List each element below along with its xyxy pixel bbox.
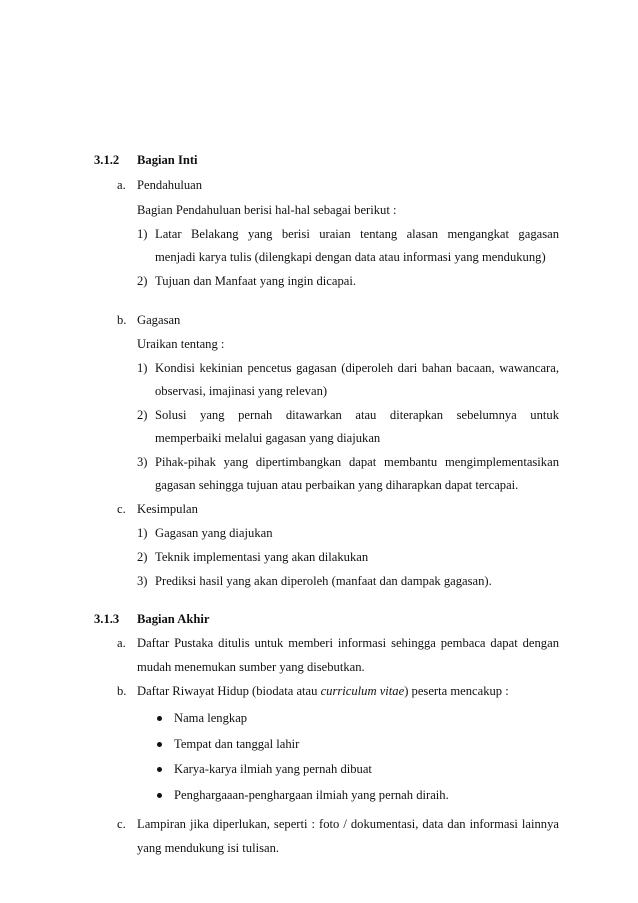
riwayat-hidup-italic: curriculum vitae	[320, 684, 405, 698]
list-item-text: Gagasan yang diajukan	[155, 526, 273, 540]
riwayat-hidup-text	[137, 683, 509, 699]
subheading-gagasan: Gagasan	[137, 313, 181, 327]
subheading-pendahuluan: Pendahuluan	[137, 178, 203, 192]
list-number: 1)	[137, 361, 148, 375]
list-item-text: Latar Belakang yang berisi uraian tentang alasan mengangkat gagasan	[155, 227, 559, 241]
riwayat-hidup-text-part: ) peserta mencakup :	[404, 684, 509, 698]
list-item-text-continued: observasi, imajinasi yang relevan)	[155, 384, 328, 398]
section-title-bagian-akhir: Bagian Akhir	[137, 612, 210, 626]
daftar-pustaka-text: Daftar Pustaka ditulis untuk memberi informasi sehingga pembaca dapat dengan	[137, 636, 559, 650]
list-item-text-continued: memperbaiki melalui gagasan yang diajukan	[155, 431, 381, 445]
item-marker-c: c.	[117, 817, 126, 831]
list-item-text: Kondisi kekinian pencetus gagasan (diperoleh dari bahan bacaan, wawancara,	[155, 361, 559, 375]
section-number-3-1-2: 3.1.2	[94, 153, 120, 167]
list-number: 3)	[137, 574, 148, 588]
list-number: 1)	[137, 227, 148, 241]
item-marker-b: b.	[117, 313, 127, 327]
bullet-item: Nama lengkap	[174, 711, 248, 725]
daftar-pustaka-text-continued: mudah menemukan sumber yang disebutkan.	[137, 660, 365, 674]
list-item-text: Tujuan dan Manfaat yang ingin dicapai.	[155, 274, 356, 288]
item-marker-a: a.	[117, 178, 126, 192]
list-item-text: Pihak-pihak yang dipertimbangkan dapat membantu mengimplementasikan	[155, 455, 559, 469]
list-number: 1)	[137, 526, 148, 540]
list-number: 2)	[137, 550, 148, 564]
list-number: 2)	[137, 274, 148, 288]
section-number-3-1-3: 3.1.3	[94, 612, 120, 626]
item-marker-a: a.	[117, 636, 126, 650]
bullet-icon	[157, 742, 162, 747]
lampiran-text: Lampiran jika diperlukan, seperti : foto / dokumentasi, data dan informasi lainnya	[137, 817, 559, 831]
list-item-text: Prediksi hasil yang akan diperoleh (manfaat dan dampak gagasan).	[155, 574, 492, 588]
bullet-item: Karya-karya ilmiah yang pernah dibuat	[174, 762, 372, 776]
bullet-icon	[157, 793, 162, 798]
section-title-bagian-inti: Bagian Inti	[137, 153, 198, 167]
list-item-text-continued: gagasan sehingga tujuan atau perbaikan yang diharapkan dapat tercapai.	[155, 478, 519, 492]
bullet-icon	[157, 716, 162, 721]
gagasan-intro: Uraikan tentang :	[137, 337, 225, 351]
list-number: 3)	[137, 455, 148, 469]
riwayat-hidup-text-part: Daftar Riwayat Hidup (biodata atau	[137, 684, 321, 698]
bullet-item: Tempat dan tanggal lahir	[174, 737, 300, 751]
lampiran-text-continued: yang mendukung isi tulisan.	[137, 841, 280, 855]
subheading-kesimpulan: Kesimpulan	[137, 502, 198, 516]
bullet-icon	[157, 767, 162, 772]
item-marker-b: b.	[117, 684, 127, 698]
list-item-text-continued: menjadi karya tulis (dilengkapi dengan data atau informasi yang mendukung)	[155, 250, 546, 264]
item-marker-c: c.	[117, 502, 126, 516]
list-item-text: Solusi yang pernah ditawarkan atau diterapkan sebelumnya untuk	[155, 408, 559, 422]
bullet-item: Penghargaaan-penghargaan ilmiah yang pernah diraih.	[174, 788, 449, 802]
list-item-text: Teknik implementasi yang akan dilakukan	[155, 550, 369, 564]
pendahuluan-intro: Bagian Pendahuluan berisi hal-hal sebagai berikut :	[137, 203, 397, 217]
list-number: 2)	[137, 408, 148, 422]
